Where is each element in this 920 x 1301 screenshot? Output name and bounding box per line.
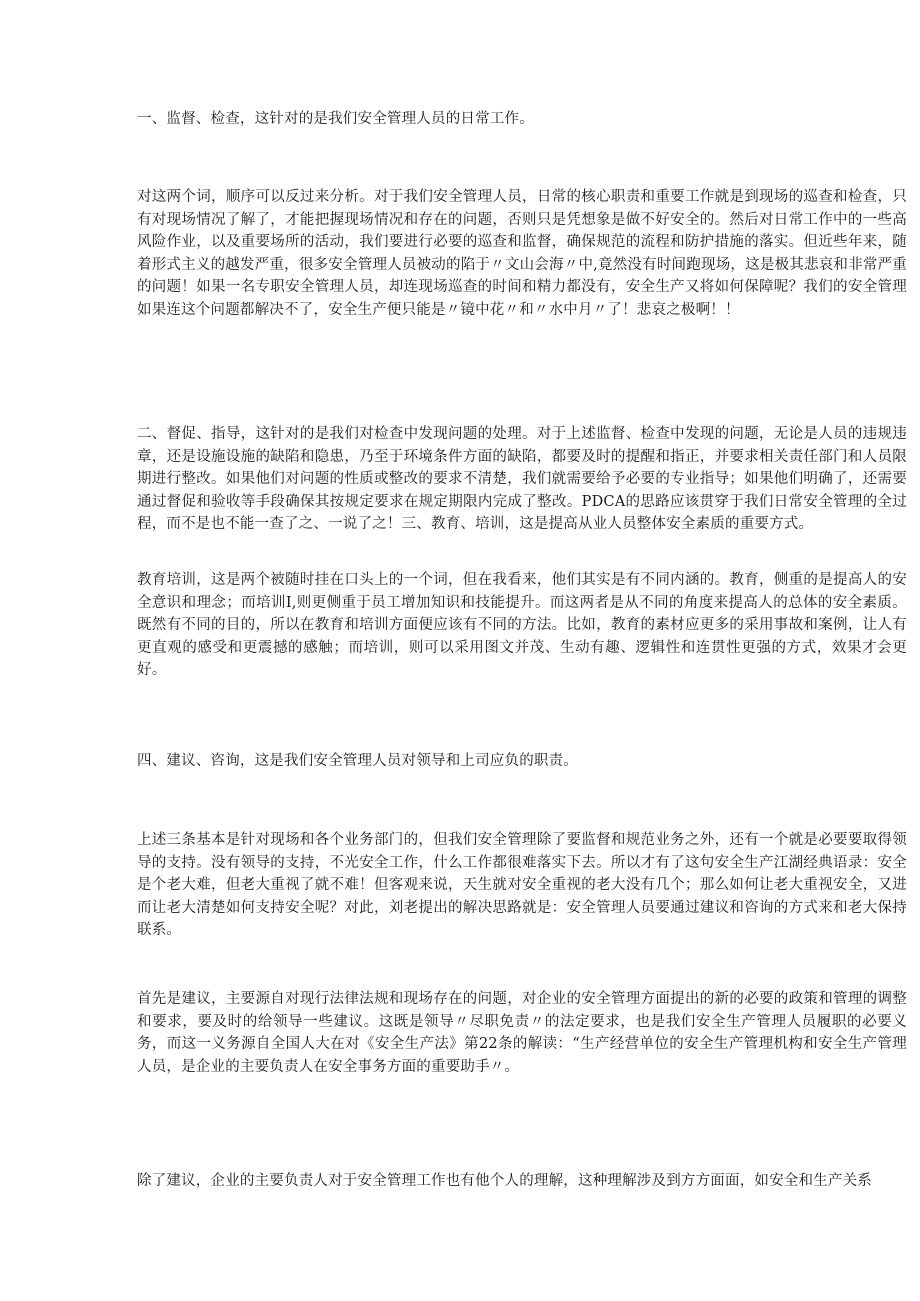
section-heading-supervision: 一、监督、检查，这针对的是我们安全管理人员的日常工作。 [137, 111, 534, 127]
paragraph-leadership-support: 上述三条基本是针对现场和各个业务部门的，但我们安全管理除了要监督和规范业务之外，还有一个就是必要要取得领导的支持。没有领导的支持，不光安全工作，什么工作都很难落实下去。所以才有了这句安全生产江湖经典语录：安全是个老大难，但老大重视了就不难！但客观来说，天生就对安全重视的老大没有几个；那么如何让老大重视安全，又进而让老大清楚如何支持安全呢？对此，刘老提出的解决思路就是：安全管理人员要通过建议和咨询的方式来和老大保持联系。 [137, 832, 907, 939]
paragraph-advice: 首先是建议，主要源自对现行法律法规和现场存在的问题，对企业的安全管理方面提出的新的必要的政策和管理的调整和要求，要及时的给领导一些建议。这既是领导〃尽职免责〃的法定要求，也是我们安全生产管理人员履职的必要义务，而这一义务源自全国人大在对《安全生产法》第22条的解读：“生产经营单位的安全生产管理机构和安全生产管理人员，是企业的主要负责人在安全事务方面的重要助手〃。 [137, 991, 907, 1075]
paragraph-education-training: 教育培训，这是两个被随时挂在口头上的一个词，但在我看来，他们其实是有不同内涵的。教育，侧重的是提高人的安全意识和理念；而培训I,则更侧重于员工增加知识和技能提升。而这两者是从不同的角度来提高人的总体的安全素质。既然有不同的目的，所以在教育和培训方面便应该有不同的方法。比如，教育的素材应更多的采用事故和案例，让人有更直观的感受和更震撼的感触；而培训，则可以采用图文并茂、生动有趣、逻辑性和连贯性更强的方式，效果才会更好。 [137, 572, 907, 679]
paragraph-guidance: 二、督促、指导，这针对的是我们对检查中发现问题的处理。对于上述监督、检查中发现的问题，无论是人员的违规违章，还是设施设施的缺陷和隐患，乃至于环境条件方面的缺陷，都要及时的提醒和指正，并要求相关责任部门和人员限期进行整改。如果他们对问题的性质或整改的要求不清楚，我们就需要给予必要的专业指导；如果他们明确了，还需要通过督促和验收等手段确保其按规定要求在规定期限内完成了整改。PDCA的思路应该贯穿于我们日常安全管理的全过程，而不是也不能一查了之、一说了之！三、教育、培训，这是提高从业人员整体安全素质的重要方式。 [137, 426, 907, 533]
section-heading-advice: 四、建议、咨询，这是我们安全管理人员对领导和上司应负的职责。 [137, 753, 578, 769]
paragraph-truncated: 除了建议，企业的主要负责人对于安全管理工作也有他个人的理解，这种理解涉及到方方面面，如安全和生产关系 [137, 1173, 872, 1189]
paragraph-supervision-analysis: 对这两个词，顺序可以反过来分析。对于我们安全管理人员，日常的核心职责和重要工作就是到现场的巡查和检查，只有对现场情况了解了，才能把握现场情况和存在的问题，否则只是凭想象是做不好安全的。然后对日常工作中的一些高风险作业，以及重要场所的活动，我们要进行必要的巡查和监督，确保规范的流程和防护措施的落实。但近些年来，随着形式主义的越发严重，很多安全管理人员被动的陷于〃文山会海〃中,竟然没有时间跑现场，这是极其悲哀和非常严重的问题！如果一名专职安全管理人员，却连现场巡查的时间和精力都没有，安全生产又将如何保障呢？我们的安全管理如果连这个问题都解决不了，安全生产便只能是〃镜中花〃和〃水中月〃了！悲哀之极啊！！ [137, 189, 907, 318]
